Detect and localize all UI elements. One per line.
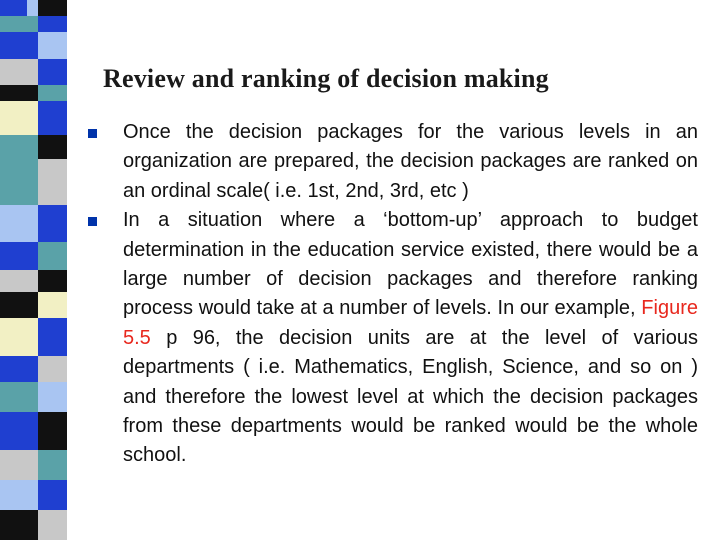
bullet-text-before: In a situation where a ‘bottom-up’ approach to budget determination in the education service existed, there would be a large number of decision packages and therefore ranking process would take at a number of levels. In our example, [123,209,698,320]
decorative-stripe [0,0,68,540]
bullet-text-after: p 96, the decision units are at the level of various departments ( i.e. Mathematics, English, Science, and so on ) and therefore the lowest level at which the decision packages from these departments would be ranked would be the whole school. [123,326,698,467]
bullet-list [88,118,698,471]
figure-reference: Figure 5.5 [123,297,698,349]
slide-title: Review and ranking of decision making [103,64,549,93]
square-bullet-icon [88,129,97,138]
bullet-item [88,206,698,471]
square-bullet-icon [88,217,97,226]
bullet-item [88,118,698,206]
bullet-text: Once the decision packages for the various levels in an organization are prepared, the decision packages are ranked on an ordinal scale( i.e. 1st, 2nd, 3rd, etc ) [123,121,698,202]
